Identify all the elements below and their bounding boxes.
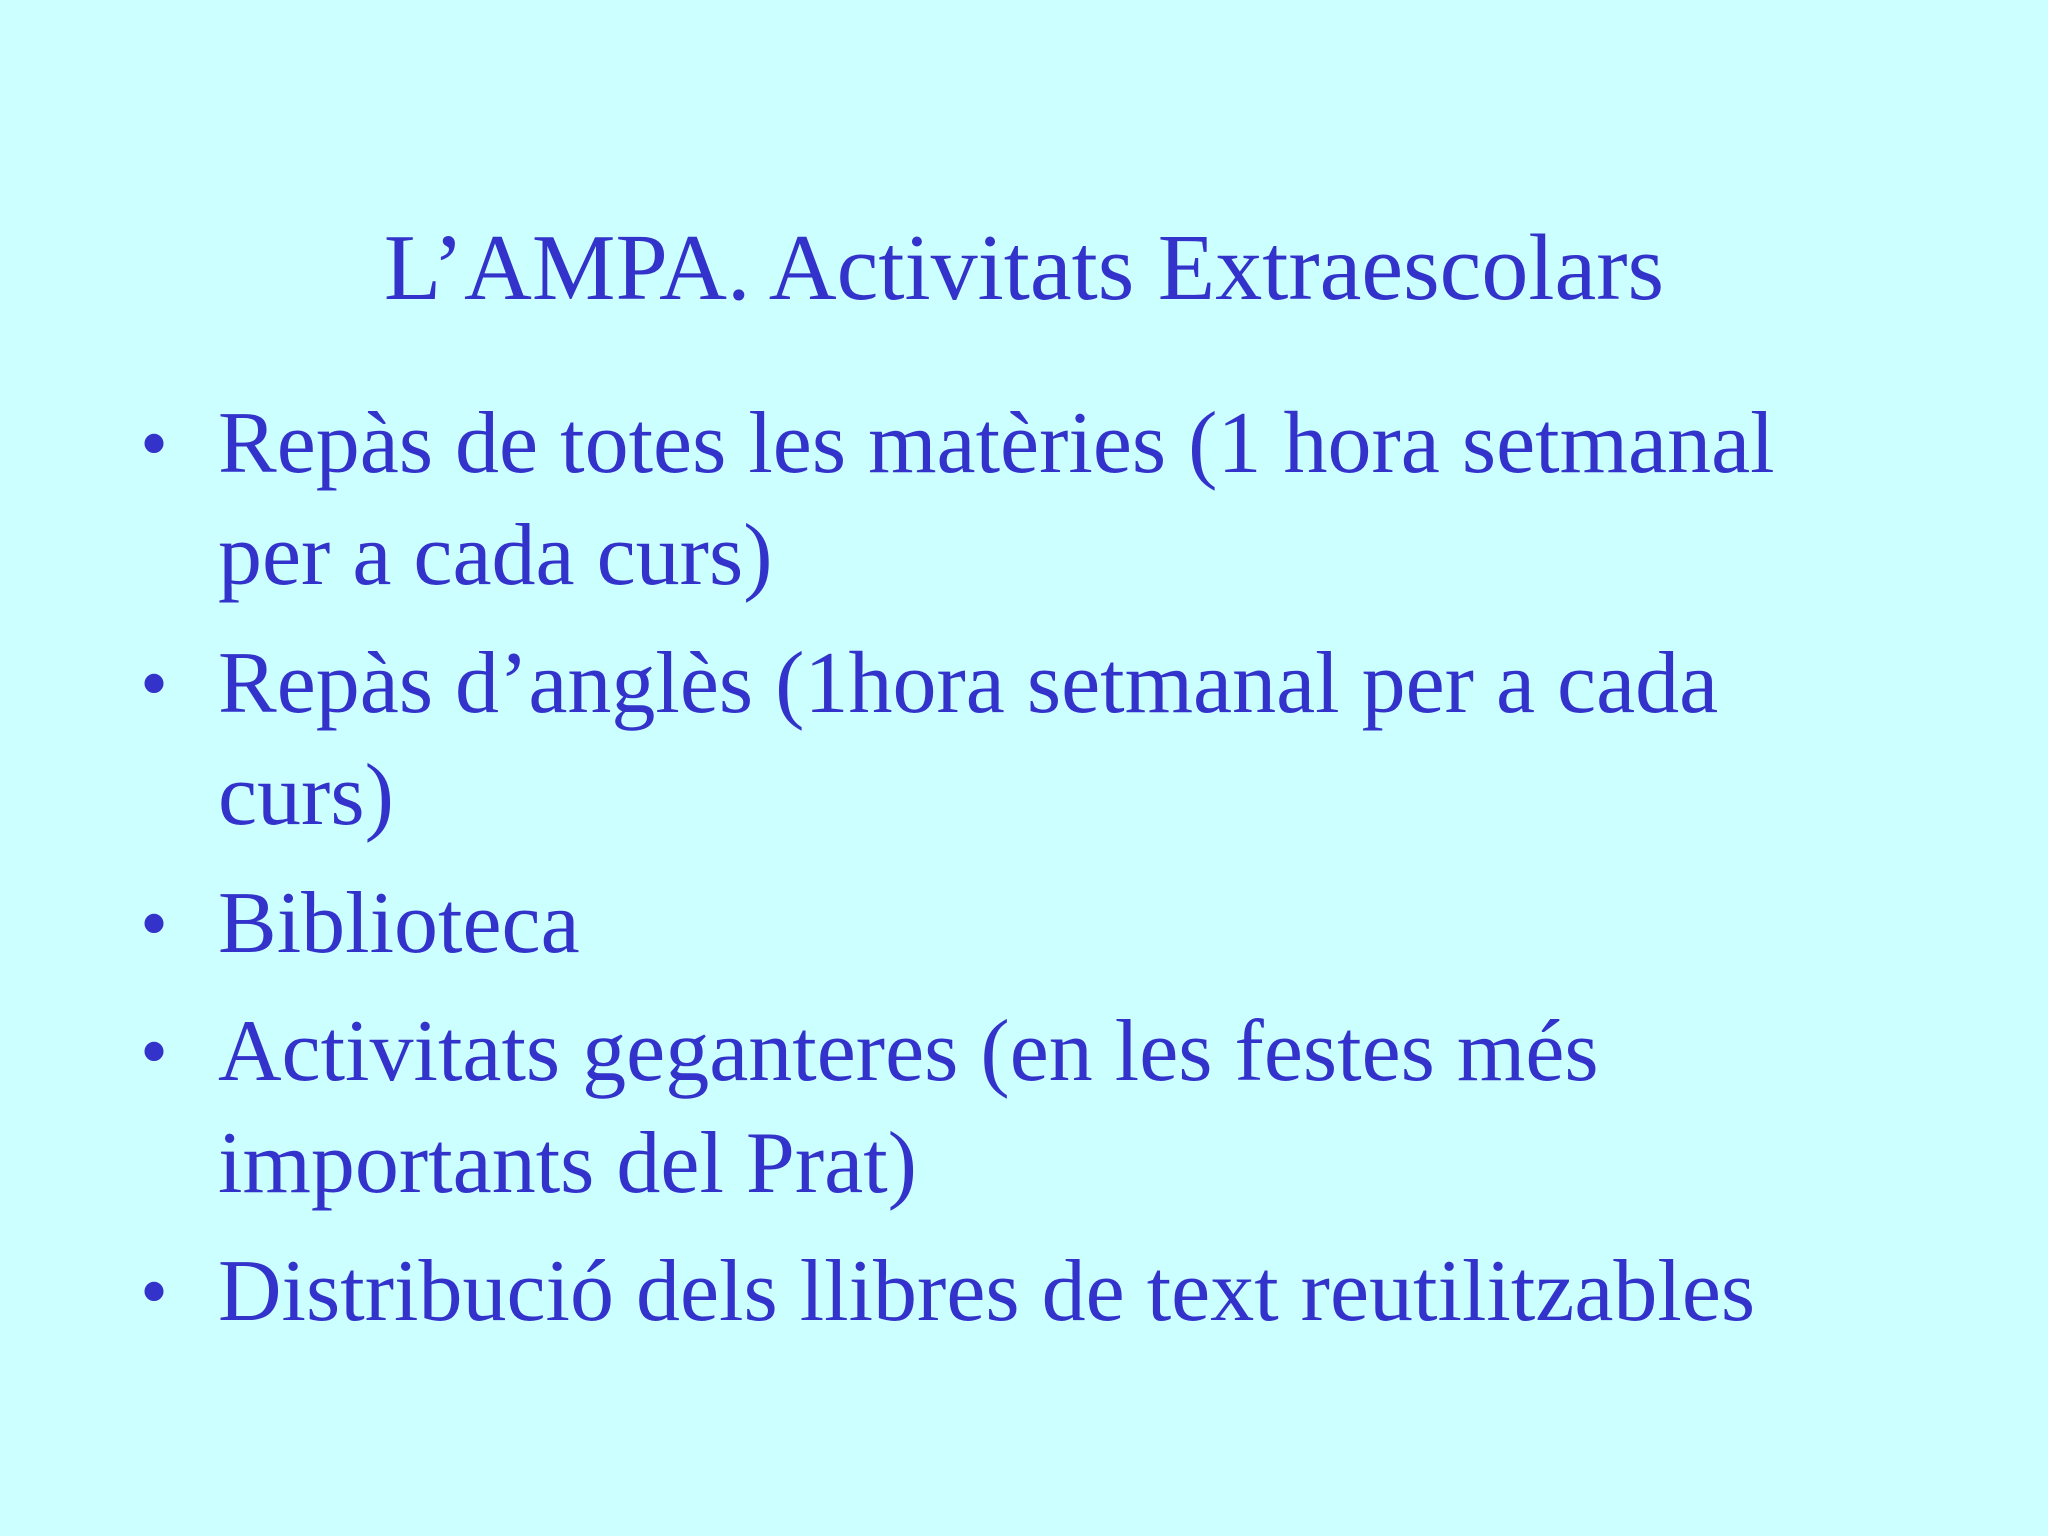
- list-item-text: Distribució dels llibres de text reutilitzables: [218, 1243, 1756, 1340]
- list-item: [140, 1236, 1940, 1348]
- slide-title: L’AMPA. Activitats Extraescolars: [383, 216, 1665, 320]
- list-item: [140, 628, 1940, 852]
- bullet-icon: •: [140, 880, 169, 968]
- list-item-text: Repàs de totes les matèries (1 hora setmanal per a cada curs): [218, 395, 1775, 604]
- list-item-text: Repàs d’anglès (1hora setmanal per a cada curs): [218, 635, 1719, 844]
- bullet-list: [140, 388, 1940, 1364]
- list-item: [140, 996, 1940, 1220]
- bullet-icon: •: [140, 400, 169, 488]
- list-item: [140, 868, 1940, 980]
- bullet-icon: •: [140, 1248, 169, 1336]
- bullet-icon: •: [140, 640, 169, 728]
- list-item-text: Biblioteca: [218, 875, 580, 972]
- bullet-icon: •: [140, 1008, 169, 1096]
- list-item: [140, 388, 1940, 612]
- list-item-text: Activitats geganteres (en les festes més importants del Prat): [218, 1003, 1599, 1212]
